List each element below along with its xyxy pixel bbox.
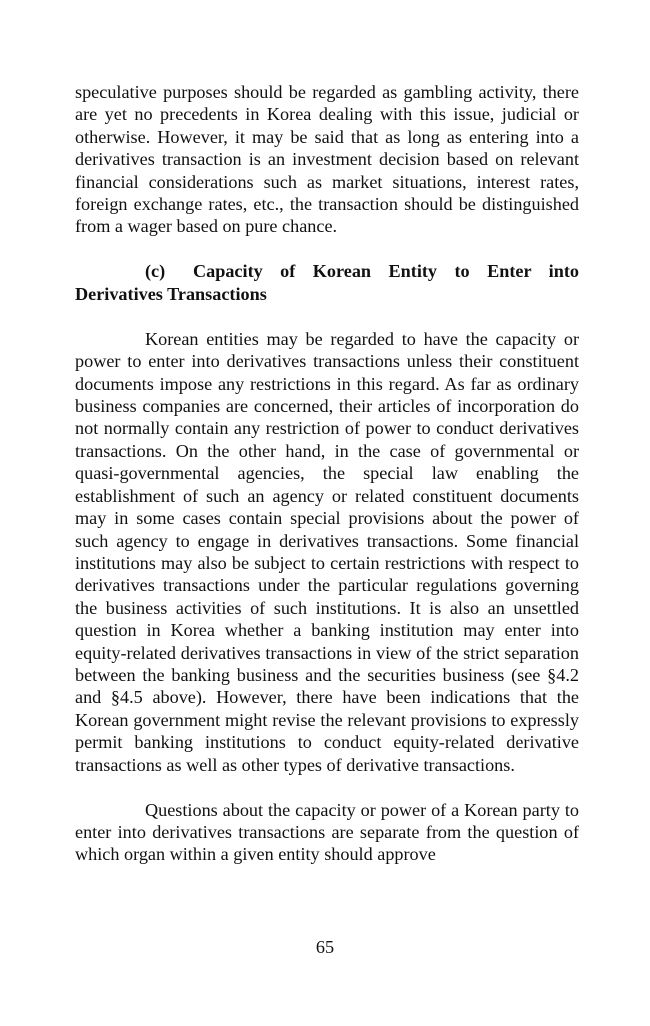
section-heading xyxy=(75,260,579,305)
section-heading-title: Capacity of Korean Entity to Enter into Derivatives Transactions xyxy=(75,261,579,304)
paragraph-questions: Questions about the capacity or power of a Korean party to enter into derivatives transactions are separate from the question of which organ within a given entity should approve xyxy=(75,799,579,865)
page-number: 65 xyxy=(315,937,335,957)
section-heading-label: (c) xyxy=(145,261,166,282)
paragraph-capacity: Korean entities may be regarded to have the capacity or power to enter into derivatives transactions unless their constituent documents impose any restrictions in this regard. As far as ordinary business companies are concerned, their articles of incorporation do not normally contain any restriction of power to conduct derivatives transactions. On the other hand, in the case of governmental or quasi-governmental agencies, the special law enabling the establishment of such an agency or related constituent documents may in some cases contain special provisions about the power of such agency to engage in derivatives transactions. Some financial institutions may also be subject to certain restrictions with respect to derivatives transactions under the particular regulations governing the business activities of such institutions. It is also an unsettled question in Korea whether a banking institution may enter into equity-related derivatives transactions in view of the strict separation between the banking business and the securities business (see §4.2 and §4.5 above). However, there have been indications that the Korean government might revise the relevant provisions to expressly permit banking institutions to conduct equity-related derivative transactions as well as other types of derivative transactions. xyxy=(75,328,579,775)
paragraph-gambling-discussion: speculative purposes should be regarded as gambling activity, there are yet no precedents in Korea dealing with this issue, judicial or otherwise. However, it may be said that as long as entering into a derivatives transaction is an investment decision based on relevant financial considerations such as market situations, interest rates, foreign exchange rates, etc., the transaction should be distinguished from a wager based on pure chance. xyxy=(75,82,579,237)
page-body xyxy=(75,81,579,866)
